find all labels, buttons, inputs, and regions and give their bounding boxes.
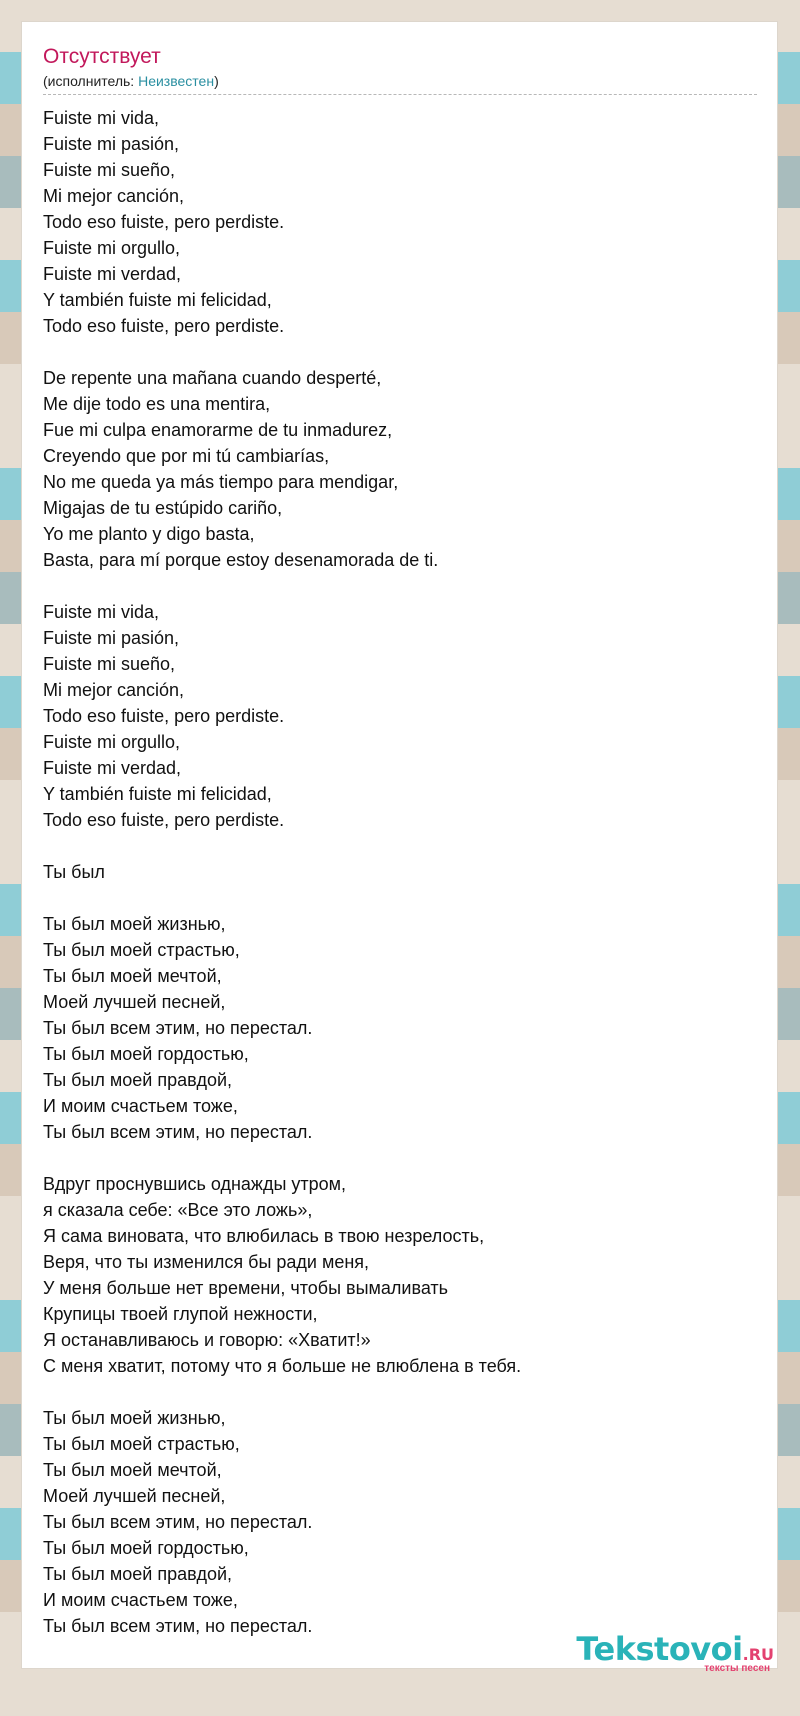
lyric-line: Mi mejor canción, — [43, 186, 185, 206]
lyric-line: Веря, что ты изменился бы ради меня, — [43, 1252, 370, 1272]
lyrics-body — [43, 105, 757, 1639]
lyric-line: Fuiste mi pasión, — [43, 628, 180, 648]
lyric-line: Fuiste mi sueño, — [43, 654, 176, 674]
lyric-line — [43, 573, 757, 599]
lyric-line — [43, 339, 757, 365]
site-logo[interactable] — [576, 1630, 774, 1674]
lyric-line: Fuiste mi vida, — [43, 602, 160, 622]
lyric-line: Todo eso fuiste, pero perdiste. — [43, 706, 285, 726]
logo-brand-tld: .RU — [742, 1645, 774, 1664]
lyric-line: Ты был моей гордостью, — [43, 1538, 249, 1558]
song-title: Отсутствует — [43, 45, 161, 68]
lyric-line: Fue mi culpa enamorarme de tu inmadurez, — [43, 420, 393, 440]
performer-line — [43, 73, 219, 90]
lyric-line: Ты был моей жизнью, — [43, 1408, 226, 1428]
lyric-line: Ты был — [43, 862, 105, 882]
lyric-line: Ты был моей мечтой, — [43, 1460, 222, 1480]
lyric-line: Крупицы твоей глупой нежности, — [43, 1304, 318, 1324]
lyric-line: Me dije todo es una mentira, — [43, 394, 271, 414]
lyric-line: Вдруг проснувшись однажды утром, — [43, 1174, 347, 1194]
lyric-line: Ты был всем этим, но перестал. — [43, 1512, 313, 1532]
performer-prefix: (исполнитель: — [43, 73, 139, 89]
lyric-line: Fuiste mi orgullo, — [43, 732, 181, 752]
lyric-line: Creyendo que por mi tú cambiarías, — [43, 446, 330, 466]
lyric-line: Я сама виновата, что влюбилась в твою незрелость, — [43, 1226, 485, 1246]
lyric-line: Fuiste mi vida, — [43, 108, 160, 128]
lyric-line: Ты был моей жизнью, — [43, 914, 226, 934]
lyric-line: Ты был моей страстью, — [43, 1434, 240, 1454]
lyric-line: Fuiste mi pasión, — [43, 134, 180, 154]
lyric-line: С меня хватит, потому что я больше не влюблена в тебя. — [43, 1356, 522, 1376]
performer-link[interactable]: Неизвестен — [138, 73, 215, 89]
lyric-line: De repente una mañana cuando desperté, — [43, 368, 382, 388]
lyric-line: я сказала себе: «Все это ложь», — [43, 1200, 313, 1220]
lyric-line: Ты был моей мечтой, — [43, 966, 222, 986]
logo-brand-main: Tekstovoi — [576, 1630, 743, 1668]
lyric-line — [43, 885, 757, 911]
lyric-line: Fuiste mi verdad, — [43, 758, 182, 778]
lyric-line: И моим счастьем тоже, — [43, 1096, 238, 1116]
lyric-line: Fuiste mi orgullo, — [43, 238, 181, 258]
lyric-line: Ты был моей страстью, — [43, 940, 240, 960]
lyric-line: Ты был моей гордостью, — [43, 1044, 249, 1064]
lyric-line: Todo eso fuiste, pero perdiste. — [43, 810, 285, 830]
lyric-line: Mi mejor canción, — [43, 680, 185, 700]
lyric-line: Fuiste mi sueño, — [43, 160, 176, 180]
header-divider — [43, 94, 757, 95]
lyric-line: Basta, para mí porque estoy desenamorada de ti. — [43, 550, 439, 570]
lyric-line: Ты был всем этим, но перестал. — [43, 1018, 313, 1038]
performer-suffix: ) — [214, 73, 219, 89]
lyric-line: Ты был всем этим, но перестал. — [43, 1616, 313, 1636]
lyric-line — [43, 1379, 757, 1405]
lyric-line: Y también fuiste mi felicidad, — [43, 290, 272, 310]
logo-tagline: тексты песен — [704, 1663, 770, 1674]
lyric-line: Моей лучшей песней, — [43, 1486, 226, 1506]
lyric-line: Y también fuiste mi felicidad, — [43, 784, 272, 804]
lyric-line: У меня больше нет времени, чтобы вымаливать — [43, 1278, 449, 1298]
lyric-line: Ты был моей правдой, — [43, 1070, 233, 1090]
lyric-line: Yo me planto y digo basta, — [43, 524, 255, 544]
lyric-line: Ты был моей правдой, — [43, 1564, 233, 1584]
lyric-line: Todo eso fuiste, pero perdiste. — [43, 212, 285, 232]
lyric-line: Migajas de tu estúpido cariño, — [43, 498, 283, 518]
lyric-line: Todo eso fuiste, pero perdiste. — [43, 316, 285, 336]
lyric-line: Ты был всем этим, но перестал. — [43, 1122, 313, 1142]
lyrics-card — [21, 21, 778, 1669]
lyric-line — [43, 1145, 757, 1171]
lyric-line — [43, 833, 757, 859]
lyric-line: Я останавливаюсь и говорю: «Хватит!» — [43, 1330, 371, 1350]
lyric-line: Моей лучшей песней, — [43, 992, 226, 1012]
lyric-line: И моим счастьем тоже, — [43, 1590, 238, 1610]
lyric-line: No me queda ya más tiempo para mendigar, — [43, 472, 399, 492]
lyric-line: Fuiste mi verdad, — [43, 264, 182, 284]
logo-brand — [576, 1630, 774, 1668]
